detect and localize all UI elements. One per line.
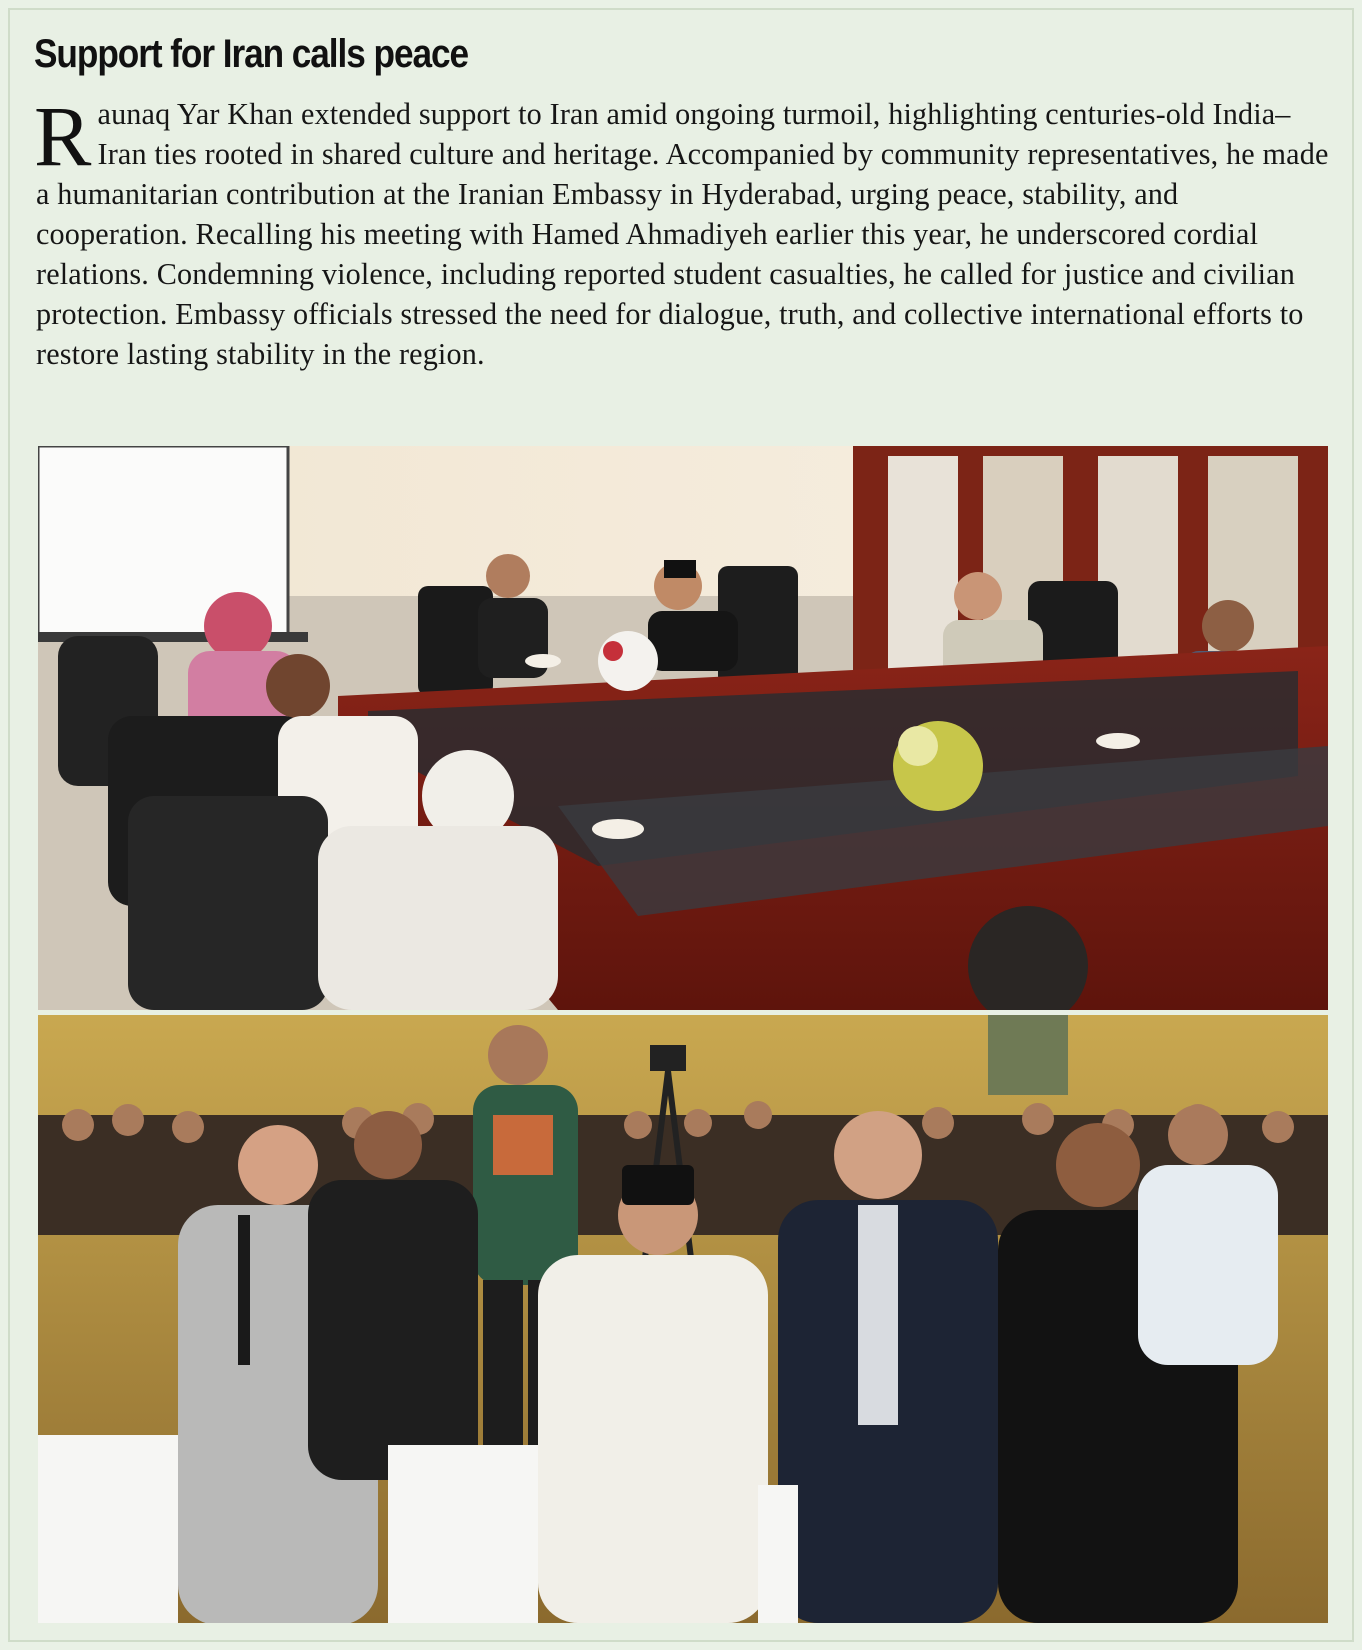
meeting-room-photo	[38, 446, 1328, 1010]
article-body	[34, 88, 1334, 374]
audience-photo	[38, 1015, 1328, 1623]
article-text: aunaq Yar Khan extended support to Iran amid ongoing turmoil, highlighting centuries-old India–Iran ties rooted in shared culture and heritage. Accompanied by community representatives, he made a humanitarian contribution at the Iranian Embassy in Hyderabad, urging peace, stability, and cooperation. Recalling his meeting with Hamed Ahmadiyeh earlier this year, he underscored cordial relations. Condemning violence, including reported student casualties, he called for justice and civilian protection. Embassy officials stressed the need for dialogue, truth, and collective international efforts to restore lasting stability in the region.	[36, 97, 1329, 371]
drop-cap: R	[34, 88, 92, 184]
headline: Support for Iran calls peace	[34, 32, 469, 76]
